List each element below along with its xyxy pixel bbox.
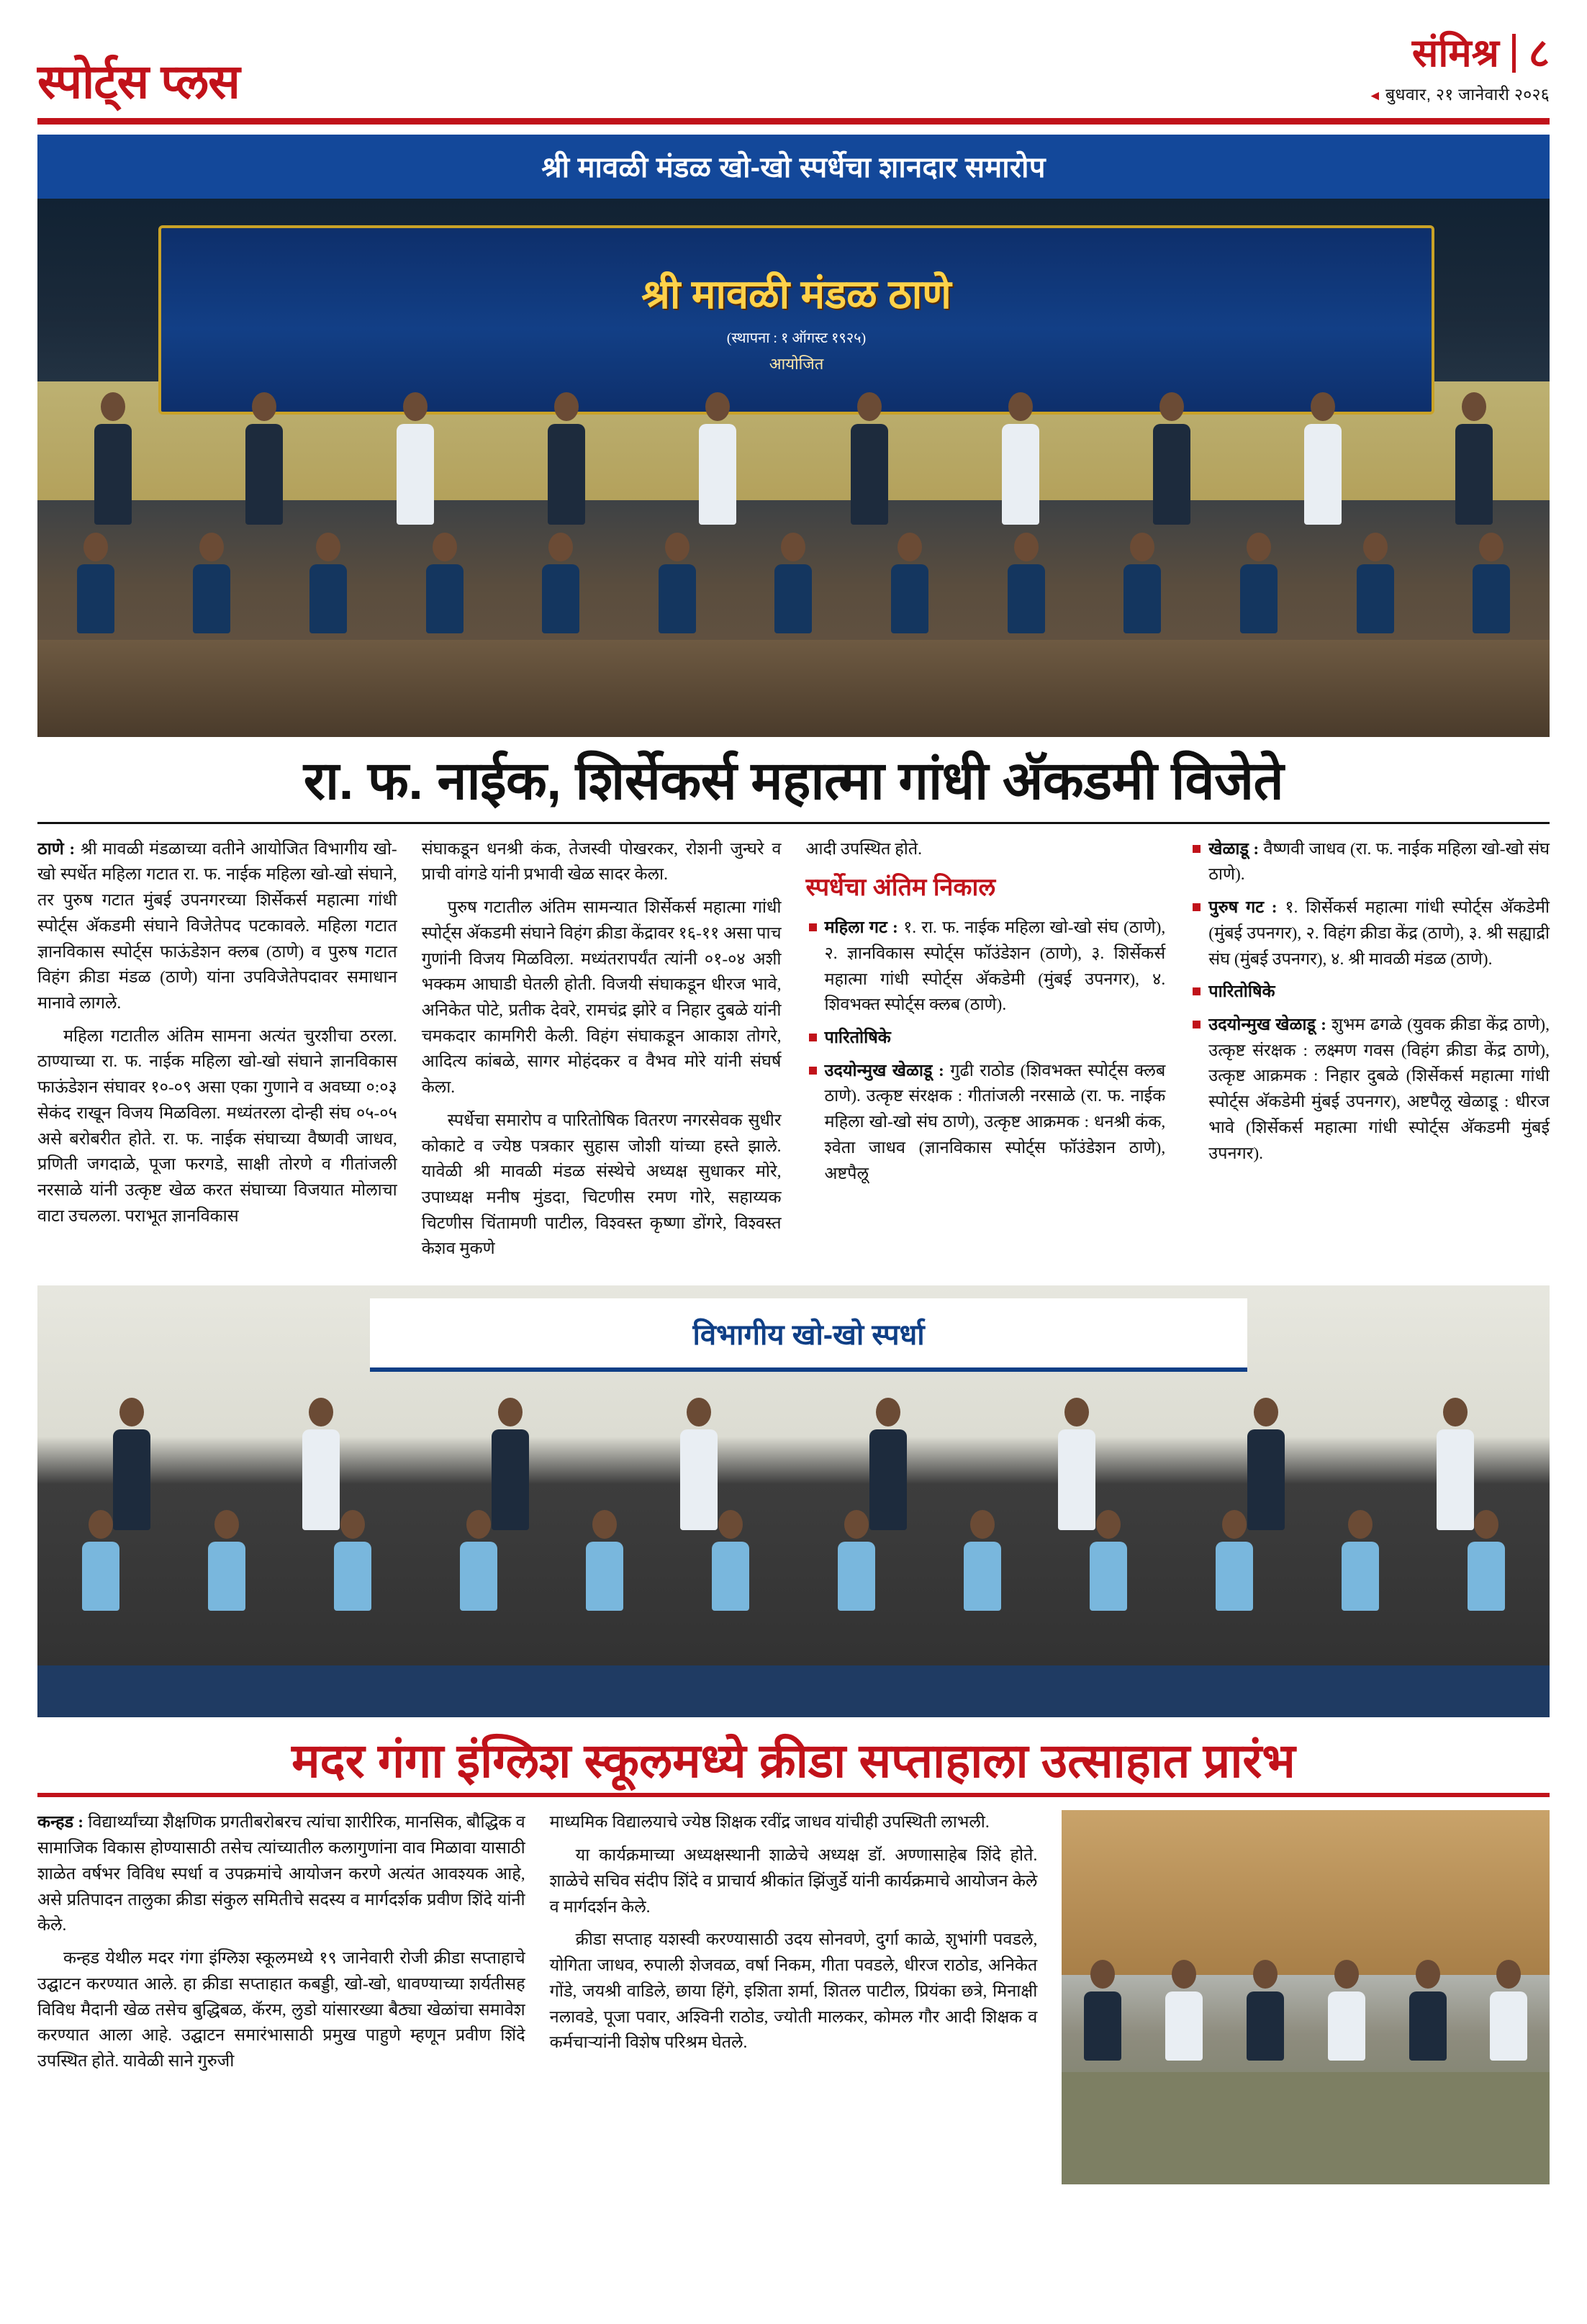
photo1-person xyxy=(397,392,434,525)
masthead-page-number: ८ xyxy=(1528,30,1550,76)
article-paragraph: आदी उपस्थित होते. xyxy=(805,839,923,859)
photo3-ground xyxy=(1062,2072,1550,2184)
photo1-player xyxy=(891,533,928,633)
photo3-person xyxy=(1409,1960,1447,2061)
photo2-player xyxy=(712,1510,749,1611)
masthead-divider xyxy=(1512,34,1516,73)
photo2-player xyxy=(1468,1510,1505,1611)
secondary-article-column-2 xyxy=(550,1810,1038,2184)
photo2-player xyxy=(586,1510,623,1611)
article-paragraph: स्पर्धेचा समारोप व पारितोषिक वितरण नगरसेवक सुधीर कोकाटे व ज्येष्ठ पत्रकार सुहास जोशी यांच्या हस्ते झाले. यावेळी श्री मावळी मंडळ संस्थेचे अध्यक्ष सुधाकर मोरे, उपाध्यक्ष मनीष मुंडदा, चिटणीस रमण गोरे, सहाय्यक चिटणीस चिंतामणी पाटील, विश्वस्त कृष्णा डोंगरे, विश्वस्त केशव मुकणे xyxy=(421,1111,782,1259)
result-label: पुरुष गट : xyxy=(1208,898,1278,918)
prize-label: उदयोन्मुख खेळाडू : xyxy=(1208,1016,1326,1034)
article-column-1 xyxy=(37,837,397,1270)
prize-men-detail xyxy=(1190,1013,1550,1167)
masthead-right xyxy=(1367,30,1550,105)
photo3-person xyxy=(1247,1960,1284,2061)
result-women-group xyxy=(806,915,1166,1018)
article-text: श्री मावळी मंडळाच्या वतीने आयोजित विभागीय खो-खो स्पर्धेत महिला गटात रा. फ. नाईक महिला खो-खो संघाने, तर पुरुष गटात मुंबई उपनगरच्या शिर्सेकर्स महात्मा गांधी स्पोर्ट्स अ‍ॅकडमी संघाने विजेतेपद पटकावले. महिला गटात ज्ञानविकास स्पोर्ट्स फाऊंडेशन क्लब (ठाणे) व पुरुष गटात विहंग क्रीडा मंडळ (ठाणे) यांना उपविजेतेपदावर समाधान मानावे लागले. xyxy=(37,839,397,1013)
article-paragraph: महिला गटातील अंतिम सामना अत्यंत चुरशीचा ठरला. ठाण्याच्या रा. फ. नाईक महिला खो-खो संघाने ज्ञानविकास फाऊंडेशन संघावर १०-०९ असा एका गुणाने व अवघ्या ०:०३ सेकंद राखून विजय मिळविला. मध्यंतरला दोन्ही संघ ०५-०५ असे बरोबरीत होते. रा. फ. नाईक संघाच्या वैष्णवी जाधव, प्रणिती जगदाळे, पूजा फरगडे, साक्षी तोरणे व गीतांजली नरसाळे यांनी उत्कृष्ट खेळ करत संघाच्या विजयात मोलाचा वाटा उचलला. पराभूत ज्ञानविकास xyxy=(37,1026,397,1226)
photo1-player xyxy=(1008,533,1045,633)
article-paragraph xyxy=(37,837,397,1017)
secondary-article-column-1 xyxy=(37,1810,525,2184)
secondary-photo-column xyxy=(1062,1810,1550,2184)
photo3-person xyxy=(1165,1960,1203,2061)
photo2-event-banner: विभागीय खो-खो स्पर्धा xyxy=(370,1298,1247,1372)
secondary-article-body xyxy=(37,1810,1550,2184)
photo1-player xyxy=(1357,533,1394,633)
secondary-headline: मदर गंगा इंग्लिश स्कूलमध्ये क्रीडा सप्ताहाला उत्साहात प्रारंभ xyxy=(291,1734,1296,1788)
photo3-wall xyxy=(1062,1810,1550,1975)
page-headline: रा. फ. नाईक, शिर्सेकर्स महात्मा गांधी अ‍ॅकडमी विजेते xyxy=(303,751,1284,810)
result-men-group xyxy=(1190,895,1550,972)
result-text: १. रा. फ. नाईक महिला खो-खो संघ (ठाणे), २. ज्ञानविकास स्पोर्ट्स फॉउंडेशन (ठाणे), ३. शिर्सेकर्स महात्मा गांधी स्पोर्ट्स अ‍ॅकडेमी (मुंबई उपनगर), ४. शिवभक्त स्पोर्ट्स क्लब (ठाणे). xyxy=(824,918,1166,1015)
result-text: वैष्णवी जाधव (रा. फ. नाईक महिला खो-खो संघ ठाणे). xyxy=(1208,839,1550,885)
masthead-date xyxy=(1368,82,1550,105)
photo1-banner-line3: आयोजित xyxy=(769,355,824,374)
photo-school-sports-week xyxy=(1062,1810,1550,2184)
photo3-person xyxy=(1490,1960,1527,2061)
secondary-paragraph: कन्हड येथील मदर गंगा इंग्लिश स्कूलमध्ये १९ जानेवारी रोजी क्रीडा सप्ताहाचे उद्घाटन करण्यात आले. हा क्रीडा सप्ताहात कबड्डी, खो-खो, धावण्याच्या शर्यतीसह विविध मैदानी खेळ तसेच बुद्धिबळ, कॅरम, लुडो यांसारख्या बैठ्या खेळांचा समावेश करण्यात आला आहे. उद्घाटन समारंभासाठी प्रमुख पाहुणे म्हणून प्रवीण शिंदे उपस्थित होते. यावेळी साने गुरुजी xyxy=(37,1949,525,2071)
masthead-section: संमिश्र xyxy=(1411,32,1499,75)
photo1-player xyxy=(309,533,347,633)
photo1-floor xyxy=(37,640,1550,737)
photo1-back-row xyxy=(37,392,1550,525)
photo2-player xyxy=(1090,1510,1127,1611)
photo1-banner-line2: (स्थापना : १ ऑगस्ट १९२५) xyxy=(726,330,867,347)
article-dateline: ठाणे : xyxy=(37,839,76,859)
photo1-player xyxy=(542,533,579,633)
prize-text: शुभम ढगळे (युवक क्रीडा केंद्र ठाणे), उत्कृष्ट संरक्षक : लक्ष्मण गवस (विहंग क्रीडा केंद्र ठाणे), उत्कृष्ट आक्रमक : निहार दुबळे (शिर्सेकर्स महात्मा गांधी स्पोर्ट्स अ‍ॅकडेमी मुंबई उपनगर), अष्टपैलू खेळाडू : धीरज भावे (शिर्सेकर्स महात्मा गांधी स्पोर्ट्स अ‍ॅकडमी मुंबई उपनगर). xyxy=(1208,1016,1550,1163)
photo2-player xyxy=(1342,1510,1379,1611)
secondary-headline-rule xyxy=(37,1793,1550,1797)
article-paragraph: पुरुष गटातील अंतिम सामन्यात शिर्सेकर्स महात्मा गांधी स्पोर्ट्स अ‍ॅकडमी संघाने विहंग क्रीडा केंद्रावर १६-११ असा पाच गुणांनी विजय मिळविला. मध्यंतरापर्यंत त्यांनी ०१-०४ अशी भक्कम आघाडी घेतली होती. विजयी संघाकडून धीरज भावे, अनिकेत पोटे, प्रतीक देवरे, रामचंद्र झोरे व निहार दुबळे यांनी चमकदार कामगिरी केली. विहंग संघाकडून आकाश तोगरे, आदित्य कांबळे, सागर मोहंदकर व वैभव मोरे यांनी संघर्ष केला. xyxy=(421,898,782,1098)
photo1-person xyxy=(1153,392,1190,525)
prize-heading-men: पारितोषिके xyxy=(1190,980,1550,1005)
result-label: महिला गट : xyxy=(824,918,898,938)
article-body xyxy=(37,837,1550,1270)
photo3-person xyxy=(1084,1960,1121,2061)
article-column-2 xyxy=(422,837,782,1270)
masthead-date-text: बुधवार, २१ जानेवारी २०२६ xyxy=(1385,85,1550,104)
prize-label: उदयोन्मुख खेळाडू : xyxy=(824,1061,944,1080)
photo2-player xyxy=(964,1510,1001,1611)
masthead-rule xyxy=(37,118,1550,125)
photo3-people-row xyxy=(1062,1960,1550,2061)
result-label: खेळाडू : xyxy=(1208,839,1260,859)
photo2-player xyxy=(208,1510,245,1611)
masthead-section-row xyxy=(1411,30,1550,76)
secondary-paragraph: या कार्यक्रमाच्या अध्यक्षस्थानी शाळेचे अध्यक्ष डॉ. अण्णासाहेब शिंदे होते. शाळेचे सचिव संदीप शिंदे व प्राचार्य श्रीकांत झिंजुर्डे यांनी कार्यक्रमाचे आयोजन केले व मार्गदर्शन केले. xyxy=(549,1846,1038,1917)
photo1-front-row xyxy=(37,533,1550,633)
photo3-person xyxy=(1328,1960,1365,2061)
photo1-banner-line1: श्री मावळी मंडळ ठाणे xyxy=(641,271,951,317)
secondary-paragraph xyxy=(37,1810,525,1939)
prize-heading-women: पारितोषिके xyxy=(806,1026,1166,1052)
result-women-continued xyxy=(1190,837,1550,888)
photo-group-ceremony xyxy=(37,199,1550,737)
photo2-floor xyxy=(37,1665,1550,1717)
article-column-4 xyxy=(1190,837,1550,1270)
result-text: १. शिर्सेकर्स महात्मा गांधी स्पोर्ट्स अ‍ॅकडेमी (मुंबई उपनगर), २. विहंग क्रीडा केंद्र (ठाणे), ३. श्री सह्याद्री संघ (मुंबई उपनगर), ४. श्री मावळी मंडळ (ठाणे). xyxy=(1208,898,1550,969)
photo2-player xyxy=(460,1510,497,1611)
photo1-event-banner xyxy=(158,225,1434,414)
photo1-player xyxy=(774,533,812,633)
photo1-person xyxy=(1455,392,1493,525)
secondary-text: विद्यार्थ्यांच्या शैक्षणिक प्रगतीबरोबरच त्यांचा शारीरिक, मानसिक, बौद्धिक व सामाजिक विकास होण्यासाठी तसेच त्यांच्यातील कलागुणांना वाव मिळावा यासाठी शाळेत वर्षभर विविध स्पर्धा व उपक्रमांचे आयोजन करणे अत्यंत आवश्यक आहे, असे प्रतिपादन तालुका क्रीडा संकुल समितीचे सदस्य व मार्गदर्शक प्रवीण शिंदे यांनी केले. xyxy=(37,1813,525,1935)
prize-text: गुढी राठोड (शिवभक्त स्पोर्ट्स क्लब ठाणे). उत्कृष्ट संरक्षक : गीतांजली नरसाळे (रा. फ. नाईक महिला खो-खो संघ ठाणे), उत्कृष्ट आक्रमक : धनश्री कंक, श्वेता जाधव (ज्ञानविकास स्पोर्ट्स फॉउंडेशन ठाणे), अष्टपैलू xyxy=(824,1061,1166,1183)
photo1-player xyxy=(426,533,464,633)
masthead xyxy=(37,30,1550,115)
photo1-player xyxy=(193,533,230,633)
photo1-person xyxy=(699,392,736,525)
photo1-player xyxy=(1240,533,1278,633)
results-heading: स्पर्धेचा अंतिम निकाल xyxy=(805,874,996,902)
photo2-player xyxy=(838,1510,875,1611)
photo1-person xyxy=(1304,392,1342,525)
photo1-person xyxy=(94,392,132,525)
photo1-person xyxy=(851,392,888,525)
section-banner: श्री मावळी मंडळ खो-खो स्पर्धेचा शानदार समारोप xyxy=(37,135,1550,199)
photo1-person xyxy=(548,392,585,525)
photo1-player xyxy=(1473,533,1510,633)
photo2-player xyxy=(1216,1510,1253,1611)
photo-group-men-team xyxy=(37,1285,1550,1717)
photo1-person xyxy=(1002,392,1039,525)
article-paragraph: संघाकडून धनश्री कंक, तेजस्वी पोखरकर, रोशनी जुन्घरे व प्राची वांगडे यांनी प्रभावी खेळ सादर केला. xyxy=(421,839,782,885)
photo2-front-row xyxy=(37,1510,1550,1611)
photo1-person xyxy=(245,392,283,525)
photo1-player xyxy=(1123,533,1161,633)
headline-rule xyxy=(37,822,1550,824)
date-bullet-icon: ◄ xyxy=(1367,89,1382,104)
masthead-title: स्पोर्ट्स प्लस xyxy=(37,55,240,108)
secondary-paragraph: क्रीडा सप्ताह यशस्वी करण्यासाठी उदय सोनवणे, दुर्गा काळे, शुभांगी पवडले, योगिता जाधव, रुपाली शेजवळ, वर्षा निकम, गीता पवडले, धीरज राठोड, अनिकेत गोंडे, जयश्री वाडिले, छाया हिंगे, इशिता शर्मा, शितल पाटील, प्रियंका छत्रे, मिनाक्षी नलावडे, पूजा पवार, अश्विनी राठोड, ज्योती मालकर, कोमल गौर आदी शिक्षक व कर्मचाऱ्यांनी विशेष परिश्रम घेतले. xyxy=(549,1930,1038,2053)
photo1-player xyxy=(77,533,114,633)
secondary-paragraph: माध्यमिक विद्यालयाचे ज्येष्ठ शिक्षक रवींद्र जाधव यांचीही उपस्थिती लाभली. xyxy=(549,1813,990,1832)
article-column-3 xyxy=(806,837,1166,1270)
secondary-dateline: कन्हड : xyxy=(37,1813,84,1832)
photo2-player xyxy=(334,1510,371,1611)
photo2-player xyxy=(82,1510,119,1611)
photo1-player xyxy=(659,533,696,633)
prize-women-detail xyxy=(806,1059,1166,1188)
